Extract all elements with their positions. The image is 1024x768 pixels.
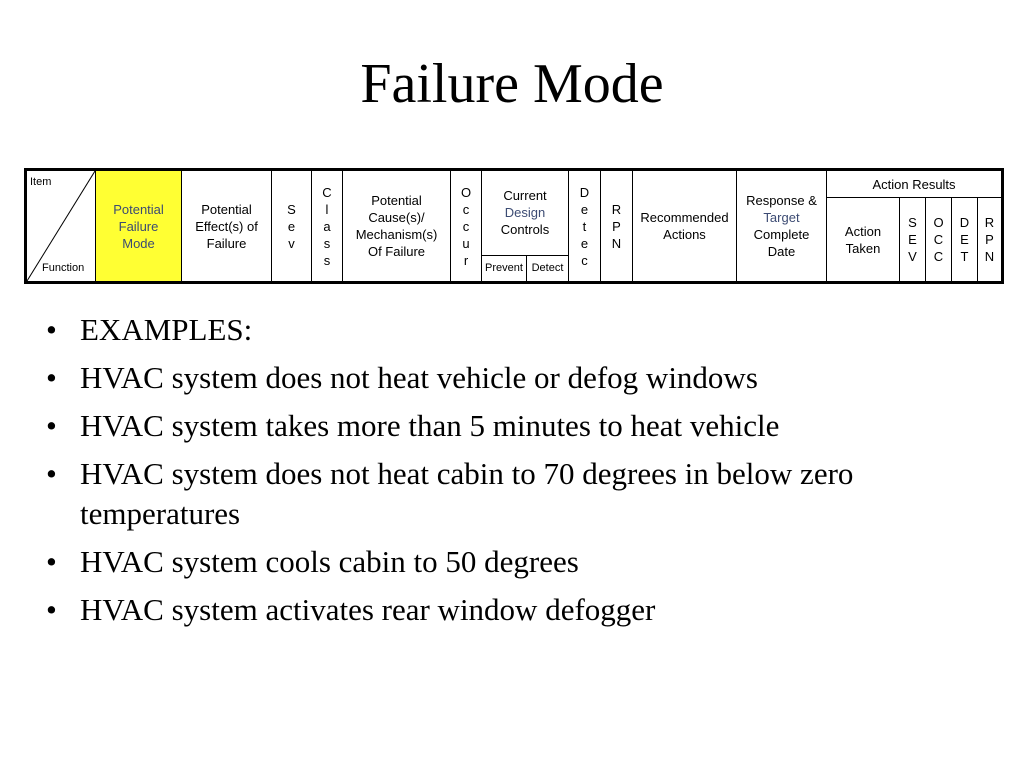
list-item [46, 310, 966, 350]
slide-title: Failure Mode [360, 53, 664, 115]
list-item-text: HVAC system activates rear window defogger [80, 592, 656, 627]
bullet-icon: • [46, 544, 57, 579]
action-results-header: Action Results [872, 176, 956, 192]
design-label: Design [504, 204, 546, 220]
result-occurrence-header: O C C [933, 215, 944, 264]
bullet-icon: • [46, 408, 57, 443]
table-border-bottom [24, 281, 1004, 284]
fmea-header-table [24, 168, 1004, 284]
bullet-icon: • [46, 456, 57, 491]
list-item [46, 454, 966, 534]
bullet-icon: • [46, 360, 57, 395]
result-detection-header: D E T [959, 215, 970, 264]
severity-header: S e v [287, 201, 296, 251]
detection-header: D e t e c [579, 184, 590, 268]
action-taken-header: Action Taken [844, 223, 882, 256]
rpn-header: R P N [611, 201, 622, 251]
list-item [46, 542, 966, 582]
potential-failure-mode-header: Potential Failure Mode [96, 171, 181, 281]
recommended-actions-header: Recommended Actions [640, 210, 729, 242]
current-label: Current [503, 187, 547, 203]
potential-effects-header: Potential Effect(s) of Failure [195, 201, 258, 251]
bullet-icon: • [46, 592, 57, 627]
list-item [46, 406, 966, 446]
target-label: Target [763, 210, 800, 225]
item-label: Item [30, 176, 52, 188]
examples-list [46, 310, 966, 638]
complete-date-label: Complete Date [753, 227, 810, 259]
result-severity-header: S E V [908, 215, 917, 264]
occurrence-header: O c c u r [460, 184, 472, 268]
list-item-text: HVAC system does not heat cabin to 70 degrees in below zero temperatures [80, 456, 854, 531]
potential-causes-header: Potential Cause(s)/ Mechanism(s) Of Failure [355, 193, 438, 259]
result-rpn-header: R P N [984, 215, 995, 264]
list-item [46, 590, 966, 630]
list-item [46, 358, 966, 398]
bullet-icon: • [46, 312, 57, 347]
function-label: Function [42, 262, 85, 274]
response-target-date-header [737, 171, 826, 281]
current-design-controls-header [482, 182, 568, 242]
list-item-text: HVAC system cools cabin to 50 degrees [80, 544, 579, 579]
list-item-text: EXAMPLES: [80, 312, 253, 347]
list-item-text: HVAC system takes more than 5 minutes to heat vehicle [80, 408, 780, 443]
class-header: C l a s s [322, 184, 332, 268]
controls-label: Controls [500, 221, 550, 237]
detect-header: Detect [531, 262, 564, 274]
response-label: Response & [746, 193, 817, 208]
prevent-header: Prevent [485, 262, 523, 274]
list-item-text: HVAC system does not heat vehicle or defog windows [80, 360, 758, 395]
table-border-right [1001, 168, 1004, 284]
